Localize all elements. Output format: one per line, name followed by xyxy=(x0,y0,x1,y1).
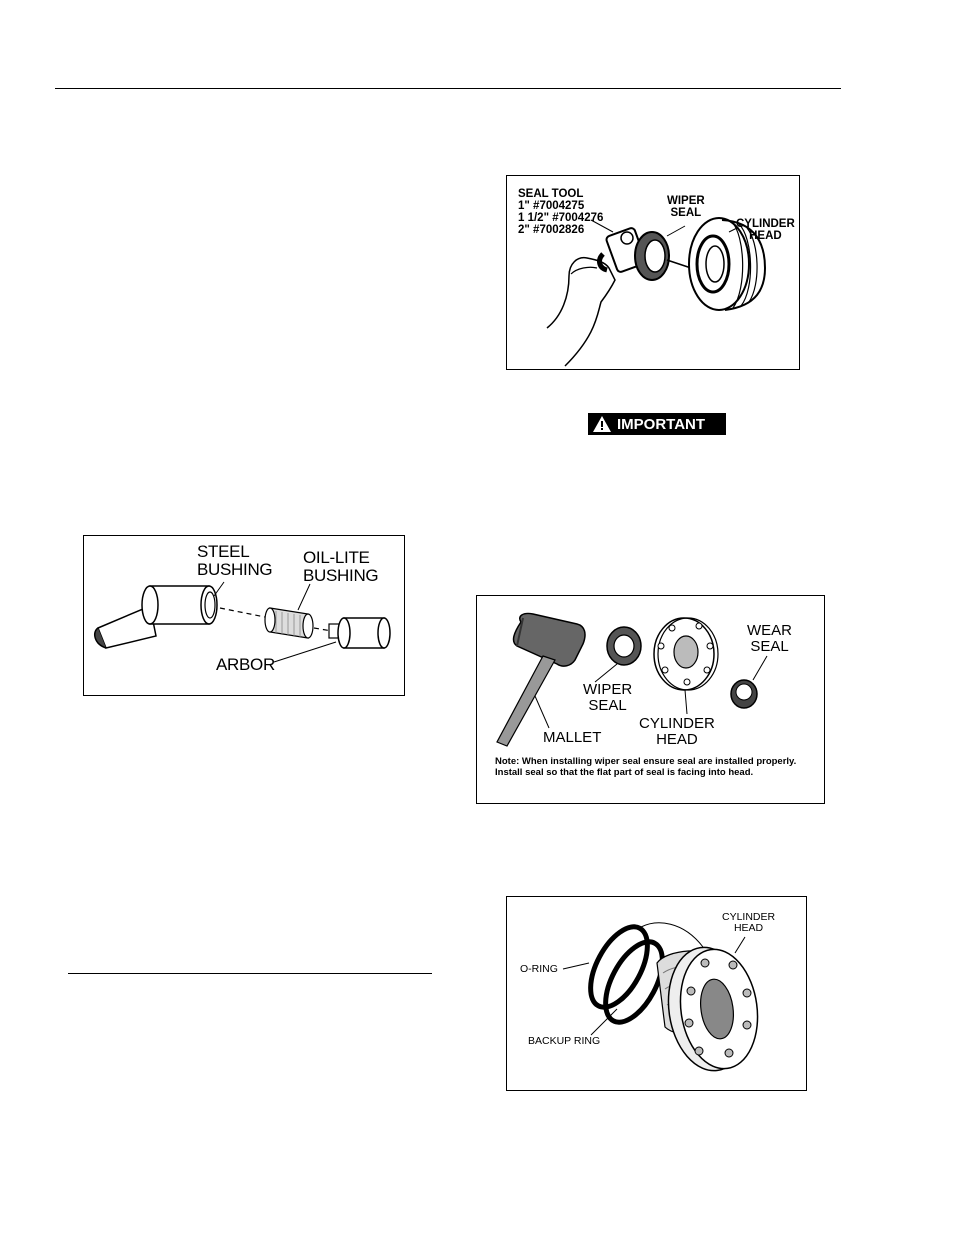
seal-tool-title: SEAL TOOL xyxy=(518,188,584,200)
cylinder-head-line-2: HEAD xyxy=(749,230,782,243)
seal-tool-label xyxy=(518,188,603,236)
steel-bushing-line-2: BUSHING xyxy=(197,559,273,579)
cylinder-head-label-mallet xyxy=(639,716,715,748)
wiper-seal-label xyxy=(667,195,705,219)
mallet-note: Note: When installing wiper seal ensure seal are installed properly. Install seal so that the flat part of seal is facing into head. xyxy=(495,756,797,779)
cylinder-head-mallet-line-2: HEAD xyxy=(656,730,698,748)
wear-seal-label xyxy=(747,623,792,655)
oil-lite-bushing-label xyxy=(303,549,378,585)
seal-tool-size-2: 1 1/2" #7004276 xyxy=(518,212,604,225)
wear-seal-line-1: WEAR xyxy=(747,622,792,639)
wiper-seal-mallet-line-2: SEAL xyxy=(588,696,627,714)
arbor-label: ARBOR xyxy=(216,655,275,674)
oring-figure xyxy=(506,896,807,1091)
section-rule xyxy=(68,973,432,974)
cylinder-head-mallet-line-1: CYLINDER xyxy=(639,715,715,732)
seal-tool-size-1: 1" #7004275 xyxy=(518,200,585,213)
seal-tool-size-3: 2" #7002826 xyxy=(518,224,585,237)
o-ring-label: O-RING xyxy=(520,963,558,975)
important-label: IMPORTANT xyxy=(617,415,706,433)
important-badge xyxy=(588,413,726,435)
wiper-seal-line-2: SEAL xyxy=(670,207,702,220)
cylinder-head-label xyxy=(736,218,795,242)
oil-lite-line-1: OIL-LITE xyxy=(303,548,370,567)
wiper-seal-mallet-line-1: WIPER xyxy=(583,681,633,698)
steel-bushing-label xyxy=(197,543,272,579)
cylinder-head-oring-line-1: CYLINDER xyxy=(722,911,776,923)
bushing-figure xyxy=(83,535,405,696)
mallet-figure xyxy=(476,595,825,804)
wiper-seal-line-1: WIPER xyxy=(667,195,705,207)
backup-ring-label: BACKUP RING xyxy=(528,1035,601,1047)
steel-bushing-line-1: STEEL xyxy=(197,542,250,561)
oil-lite-line-2: BUSHING xyxy=(303,565,379,585)
header-rule xyxy=(55,88,841,89)
cylinder-head-label-oring xyxy=(722,912,775,934)
wear-seal-line-2: SEAL xyxy=(750,637,789,655)
seal-tool-figure xyxy=(506,175,800,370)
warning-triangle-icon xyxy=(592,415,612,433)
cylinder-head-oring-line-2: HEAD xyxy=(733,922,764,935)
wiper-seal-label-mallet xyxy=(583,682,632,714)
mallet-label: MALLET xyxy=(543,729,602,746)
cylinder-head-line-1: CYLINDER xyxy=(736,218,795,230)
